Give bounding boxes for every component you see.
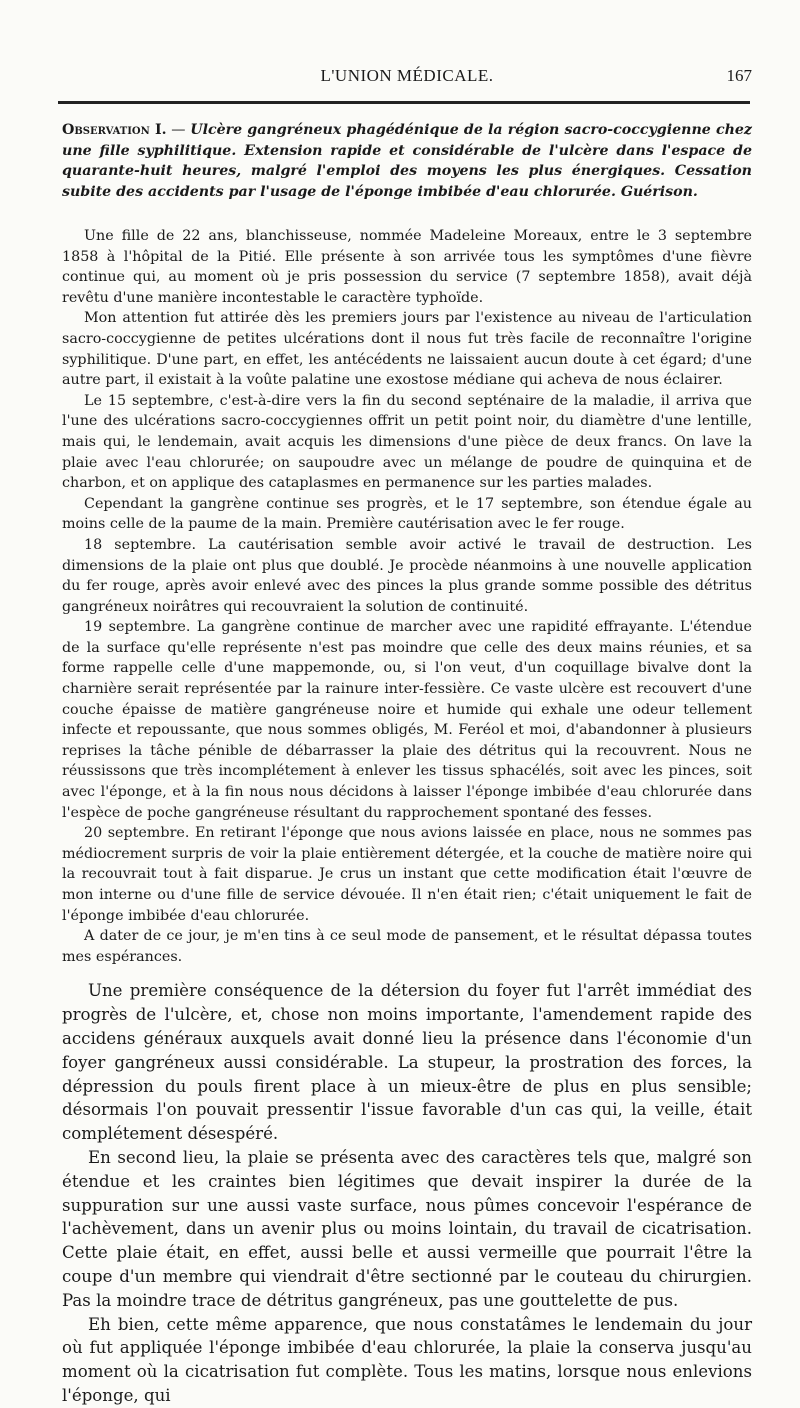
page-number: 167 (726, 66, 752, 85)
commentary-paragraph: Une première conséquence de la détersion du foyer fut l'arrêt immédiat des progrès de l'ulcère, et, chose non moins importante, l'amendement rapide des accidens généraux auxquels avait donné lieu la présence dans l'économie d'un foyer gangréneux aussi considérable. La stupeur, la prostration des forces, la dépression du pouls firent place à un mieux-être de plus en plus sensible; désormais l'on pouvait pressentir l'issue favorable d'un cas qui, la veille, était complétement désespéré. (62, 981, 752, 1144)
observation-heading (62, 120, 752, 202)
case-paragraph: Mon attention fut attirée dès les premiers jours par l'existence au niveau de l'articulation sacro-coccygienne de petites ulcérations dont il nous fut très facile de reconnaître l'origine syphilitique. D'une part, en effet, les antécédents ne laissaient aucun doute à cet égard; d'une autre part, il existait à la voûte palatine une exostose médiane qui acheva de nous éclairer. (62, 310, 752, 389)
running-header (62, 60, 752, 94)
observation-dash: — (166, 122, 191, 138)
commentary-paragraph: Eh bien, cette même apparence, que nous constatâmes le lendemain du jour où fut appliquée l'éponge imbibée d'eau chlorurée, la plaie la conserva jusqu'au moment où la cicatrisation fut complète. Tous les matins, lorsque nous enlevions l'éponge, qui (62, 1314, 752, 1405)
case-paragraph: A dater de ce jour, je m'en tins à ce seul mode de pansement, et le résultat dépassa toutes mes espérances. (62, 928, 752, 965)
case-paragraph: 20 septembre. En retirant l'éponge que nous avions laissée en place, nous ne sommes pas médiocrement surpris de voir la plaie entièrement détergée, et la couche de matière noire qui la recouvrait tout à fait disparue. Je crus un instant que cette modification était l'œuvre de mon interne ou d'une fille de service dévouée. Il n'en était rien; c'était uniquement le fait de l'éponge imbibée d'eau chlorurée. (62, 825, 752, 924)
case-paragraph: Cependant la gangrène continue ses progrès, et le 17 septembre, son étendue égale au moins celle de la paume de la main. Première cautérisation avec le fer rouge. (62, 495, 752, 533)
case-paragraph: Le 15 septembre, c'est-à-dire vers la fin du second septénaire de la maladie, il arriva que l'une des ulcérations sacro-coccygiennes offrit un petit point noir, du diamètre d'une lentille, mais qui, le lendemain, avait acquis les dimensions d'une pièce de deux francs. On lave la plaie avec l'eau chlorurée; on saupoudre avec un mélange de poudre de quinquina et de charbon, et on applique des cataplasmes en permanence sur les parties malades. (62, 392, 752, 492)
observation-label: Observation I. (62, 122, 167, 138)
commentary (62, 979, 752, 1407)
observation-title: Ulcère gangréneux phagédénique de la région sacro-coccygienne chez une fille syphilitique. Extension rapide et considérable de l'ulcère dans l'espace de quarante-huit heures, malgré l'emploi des moyens les plus énergiques. Cessation subite des accidents par l'usage de l'éponge imbibée d'eau chlorurée. Guérison. (62, 122, 752, 200)
case-paragraph: 19 septembre. La gangrène continue de marcher avec une rapidité effrayante. L'étendue de la surface qu'elle représente n'est pas moindre que celle des deux mains réunies, et sa forme rappelle celle d'une mappemonde, ou, si l'on veut, d'un coquillage bivalve dont la charnière serait représentée par la rainure inter-fessière. Ce vaste ulcère est recouvert d'une couche épaisse de matière gangréneuse noire et humide qui exhale une odeur tellement infecte et repoussante, que nous sommes obligés, M. Feréol et moi, d'abandonner à plusieurs reprises la tâche pénible de débarrasser la plaie des détritus qui la recouvrent. Nous ne réussissons que très incomplétement à enlever les tissus sphacélés, soit avec les pinces, soit avec l'éponge, et à la fin nous nous décidons à laisser l'éponge imbibée d'eau chlorurée dans l'espèce de poche gangréneuse résultant du rapprochement spontané des fesses. (62, 619, 752, 821)
case-notes (62, 226, 752, 967)
case-paragraph: 18 septembre. La cautérisation semble avoir activé le travail de destruction. Les dimensions de la plaie ont plus que doublé. Je procède néanmoins à une nouvelle application du fer rouge, après avoir enlevé avec des pinces la plus grande somme possible des détritus gangréneux noirâtres qui recouvraient la solution de continuité. (62, 536, 752, 615)
case-paragraph: Une fille de 22 ans, blanchisseuse, nommée Madeleine Moreaux, entre le 3 septembre 1858 à l'hôpital de la Pitié. Elle présente à son arrivée tous les symptômes d'une fièvre continue qui, au moment où je pris possession du service (7 septembre 1858), avait déjà revêtu d'une manière incontestable le caractère typhoïde. (62, 228, 752, 306)
header-rule (58, 101, 750, 104)
article-body (62, 120, 752, 1408)
running-title: L'UNION MÉDICALE. (320, 66, 494, 85)
commentary-paragraph: En second lieu, la plaie se présenta avec des caractères tels que, malgré son étendue et les craintes bien légitimes que devait inspirer la durée de la suppuration sur une aussi vaste surface, nous pûmes concevoir l'espérance de l'achèvement, dans un avenir plus ou moins lointain, du travail de cicatrisation. Cette plaie était, en effet, aussi belle et aussi vermeille que pourrait l'être la coupe d'un membre qui viendrait d'être sectionné par le couteau du chirurgien. Pas la moindre trace de détritus gangréneux, pas une gouttelette de pus. (62, 1147, 752, 1310)
